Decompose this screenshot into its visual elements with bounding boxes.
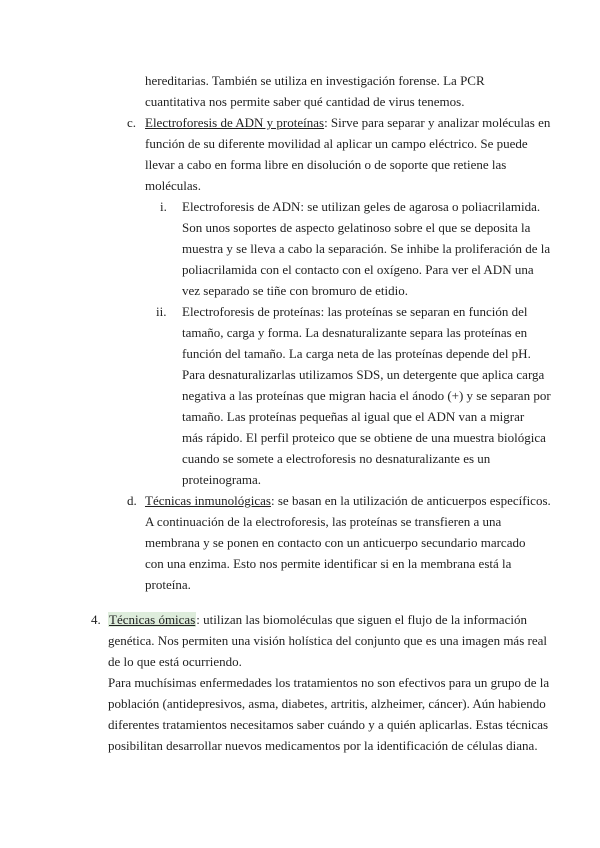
text-line: proteína. [145, 577, 191, 592]
text-line: función de su diferente movilidad al aplicar un campo eléctrico. Se puede [145, 136, 528, 151]
text-line: cuantitativa nos permite saber qué cantidad de virus tenemos. [145, 94, 465, 109]
list-marker-c: c. [127, 115, 137, 130]
text-line: poliacrilamida con el contacto con el oxígeno. Para ver el ADN una [182, 262, 534, 277]
text-line: membrana y se ponen en contacto con un anticuerpo secundario marcado [145, 535, 526, 550]
text-line: genética. Nos permiten una visión holística del conjunto que es una imagen más real [108, 633, 547, 648]
text-line: más rápido. El perfil proteico que se obtiene de una muestra biológica [182, 430, 546, 445]
item-4-first-line [108, 612, 527, 628]
text-line: diferentes tratamientos necesitamos saber cuándo y a quién aplicarlas. Estas técnicas [108, 717, 549, 732]
text-line: llevar a cabo en forma libre en disolución o de soporte que retiene las [145, 157, 507, 172]
text-line: cuando se somete a electroforesis no desnaturalizante es un [182, 451, 491, 466]
text-line: tamaño, carga y forma. La desnaturalizante separa las proteínas en [182, 325, 528, 340]
text-line: A continuación de la electroforesis, las proteínas se transfieren a una [145, 514, 502, 529]
list-marker-4: 4. [91, 612, 101, 627]
text-line: Son unos soportes de aspecto gelatinoso sobre el que se deposita la [182, 220, 531, 235]
text-line: Electroforesis de ADN: se utilizan geles de agarosa o poliacrilamida. [182, 199, 541, 214]
text-line: muestra y se lleva a cabo la separación. Se inhibe la proliferación de la [182, 241, 551, 256]
text-line: con una enzima. Esto nos permite identificar si en la membrana está la [145, 556, 512, 571]
text-fragment: : se basan en la utilización de anticuerpos específicos. [271, 493, 551, 508]
item-c-heading: Electroforesis de ADN y proteínas [145, 115, 325, 130]
text-line: negativa a las proteínas que migran hacia el ánodo (+) y se separan por [182, 388, 551, 403]
item-d-first-line [145, 493, 551, 509]
list-marker-i: i. [160, 199, 167, 214]
text-line: Para desnaturalizarlas utilizamos SDS, un detergente que aplica carga [182, 367, 545, 382]
text-line: moléculas. [145, 178, 201, 193]
list-marker-ii: ii. [156, 304, 167, 319]
text-line: Para muchísimas enfermedades los tratamientos no son efectivos para un grupo de la [108, 675, 550, 690]
list-marker-d: d. [127, 493, 137, 508]
text-line: vez separado se tiñe con bromuro de etidio. [182, 283, 408, 298]
text-fragment: : Sirve para separar y analizar moléculas en [324, 115, 551, 130]
item-4-heading: Técnicas ómicas [109, 612, 196, 627]
text-line: posibilitan desarrollar nuevos medicamentos por la identificación de células diana. [108, 738, 538, 753]
text-line: función del tamaño. La carga neta de las proteínas depende del pH. [182, 346, 531, 361]
item-d-heading: Técnicas inmunológicas [145, 493, 271, 508]
text-line: tamaño. Las proteínas pequeñas al igual que el ADN van a migrar [182, 409, 525, 424]
text-fragment: : utilizan las biomoléculas que siguen el flujo de la información [196, 612, 527, 627]
text-line: proteinograma. [182, 472, 262, 487]
text-line: población (antidepresivos, asma, diabetes, artritis, alzheimer, cáncer). Aún habiendo [108, 696, 546, 711]
text-line: Electroforesis de proteínas: las proteínas se separan en función del [182, 304, 528, 319]
item-c-first-line [145, 115, 550, 131]
text-line: hereditarias. También se utiliza en investigación forense. La PCR [145, 73, 485, 88]
text-line: de lo que está ocurriendo. [108, 654, 242, 669]
